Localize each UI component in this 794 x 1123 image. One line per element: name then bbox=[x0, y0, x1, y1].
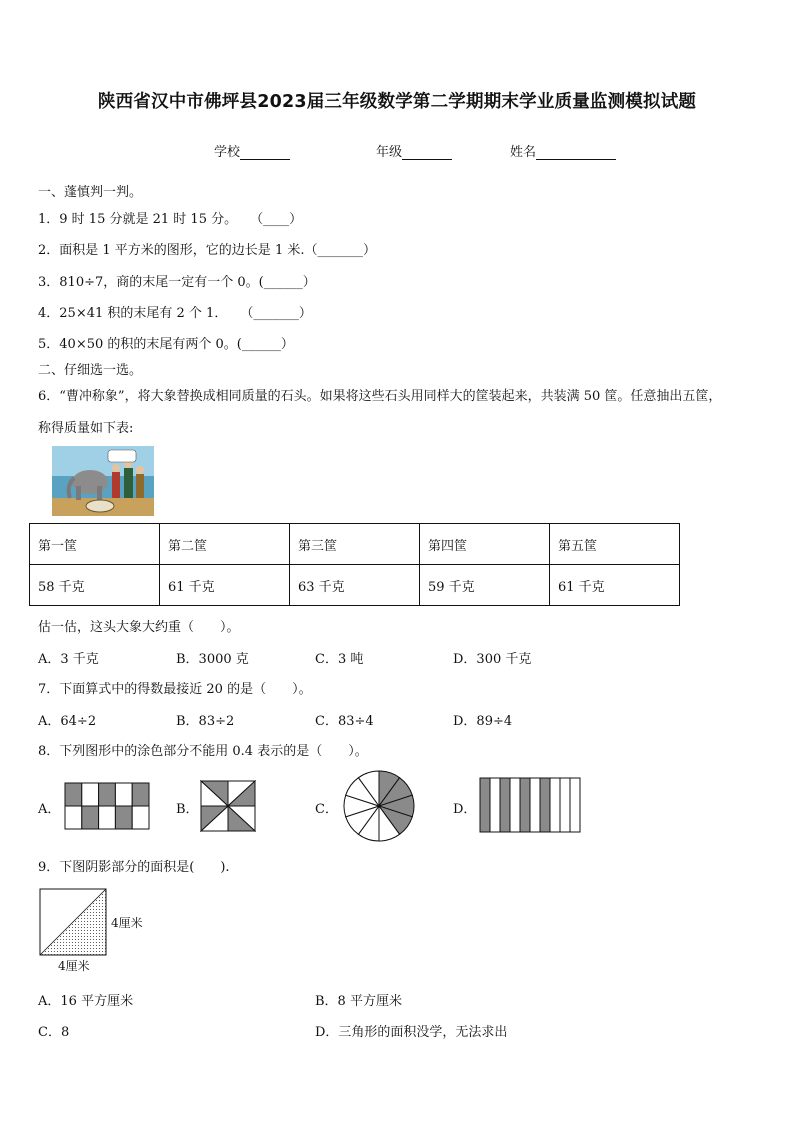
strip bbox=[540, 778, 550, 832]
q8-question: 8．下列图形中的涂色部分不能用 0.4 表示的是（ ）。 bbox=[38, 744, 368, 759]
q9-option-a[interactable]: A．16 平方厘米 bbox=[38, 994, 134, 1009]
q8-figure-c bbox=[342, 770, 416, 842]
grid-cell bbox=[115, 783, 132, 806]
grid-cell bbox=[132, 806, 149, 829]
judge-item-2: 2．面积是 1 平方米的图形，它的边长是 1 米.（_______） bbox=[38, 243, 376, 258]
judge-item-5: 5．40×50 的积的末尾有两个 0。(______） bbox=[38, 337, 294, 352]
strip bbox=[530, 778, 540, 832]
section1-heading: 一、蓬慎判一判。 bbox=[38, 185, 143, 200]
grid-cell bbox=[99, 783, 116, 806]
square-triangles-figure bbox=[201, 781, 255, 831]
grid-cell bbox=[99, 806, 116, 829]
strip bbox=[510, 778, 520, 832]
strip bbox=[550, 778, 560, 832]
q7-option-d[interactable]: D．89÷4 bbox=[453, 714, 513, 729]
strip bbox=[520, 778, 530, 832]
grid-cell bbox=[115, 806, 132, 829]
section2-heading: 二、仔细选一选。 bbox=[38, 363, 143, 378]
strip bbox=[560, 778, 570, 832]
table-header-cell: 第四筐 bbox=[420, 524, 550, 565]
q8-figure-a bbox=[64, 782, 150, 830]
q8-label-b[interactable]: B． bbox=[176, 802, 199, 817]
q9-side-right-label: 4厘米 bbox=[111, 916, 143, 930]
q8-figure-b bbox=[200, 780, 256, 832]
table-cell: 61 千克 bbox=[160, 565, 290, 606]
judge-item-4: 4．25×41 积的末尾有 2 个 1． （_______） bbox=[38, 306, 312, 321]
q8-label-d[interactable]: D． bbox=[453, 802, 477, 817]
q7-option-c[interactable]: C．83÷4 bbox=[315, 714, 374, 729]
school-field bbox=[214, 141, 290, 160]
cao-chong-illustration-label bbox=[52, 446, 53, 447]
table-header-cell: 第三筐 bbox=[290, 524, 420, 565]
table-header-cell: 第二筐 bbox=[160, 524, 290, 565]
school-label: 学校 bbox=[214, 145, 241, 160]
q8-figure-d bbox=[479, 777, 581, 833]
q7-question: 7．下面算式中的得数最接近 20 的是（ ）。 bbox=[38, 682, 312, 697]
judge-item-1: 1．9 时 15 分就是 21 时 15 分。 （____） bbox=[38, 212, 303, 227]
table-cell: 58 千克 bbox=[30, 565, 160, 606]
strip-figure bbox=[480, 778, 580, 832]
grid-cell bbox=[65, 783, 82, 806]
q6-text-line1: 6．“曹冲称象”，将大象替换成相同质量的石头。如果将这些石头用同样大的筐装起来，共装满 50 筐。任意抽出五筐， bbox=[38, 389, 722, 404]
name-blank[interactable] bbox=[536, 145, 616, 160]
strip bbox=[490, 778, 500, 832]
strip bbox=[480, 778, 490, 832]
q6-text-line2: 称得质量如下表: bbox=[38, 421, 134, 436]
q6-option-d[interactable]: D．300 千克 bbox=[453, 652, 532, 667]
grid-cell bbox=[132, 783, 149, 806]
q7-option-b[interactable]: B．83÷2 bbox=[176, 714, 235, 729]
grade-blank[interactable] bbox=[402, 145, 452, 160]
weight-table bbox=[29, 523, 680, 606]
q6-option-a[interactable]: A．3 千克 bbox=[38, 652, 99, 667]
q8-label-a[interactable]: A． bbox=[38, 802, 61, 817]
grid-cell bbox=[65, 806, 82, 829]
cao-chong-illustration bbox=[52, 446, 154, 516]
strip bbox=[570, 778, 580, 832]
q9-option-b[interactable]: B．8 平方厘米 bbox=[315, 994, 402, 1009]
circle-sectors-figure bbox=[344, 771, 414, 841]
q9-question: 9．下图阴影部分的面积是( ). bbox=[38, 860, 230, 875]
table-cell: 61 千克 bbox=[550, 565, 680, 606]
q9-square-figure bbox=[38, 887, 108, 957]
page-title: 陕西省汉中市佛坪县2023届三年级数学第二学期期末学业质量监测模拟试题 bbox=[97, 92, 697, 112]
table-row bbox=[30, 565, 680, 606]
q7-option-a[interactable]: A．64÷2 bbox=[38, 714, 97, 729]
grid-cell bbox=[82, 783, 99, 806]
q9-option-c[interactable]: C．8 bbox=[38, 1025, 70, 1040]
table-row bbox=[30, 524, 680, 565]
q6-option-c[interactable]: C．3 吨 bbox=[315, 652, 364, 667]
grid-cell bbox=[82, 806, 99, 829]
school-blank[interactable] bbox=[240, 145, 290, 160]
grade-label: 年级 bbox=[376, 145, 403, 160]
q8-label-c[interactable]: C． bbox=[315, 802, 338, 817]
q6-question: 估一估，这头大象大约重（ ）。 bbox=[38, 620, 240, 635]
q9-option-d[interactable]: D．三角形的面积没学，无法求出 bbox=[315, 1025, 508, 1040]
grade-field bbox=[376, 141, 452, 160]
grid-figure bbox=[65, 783, 149, 829]
table-header-cell: 第五筐 bbox=[550, 524, 680, 565]
name-label: 姓名 bbox=[510, 145, 537, 160]
name-field bbox=[510, 141, 616, 160]
q6-option-b[interactable]: B．3000 克 bbox=[176, 652, 249, 667]
judge-item-3: 3．810÷7，商的末尾一定有一个 0。(______） bbox=[38, 275, 316, 290]
table-cell: 59 千克 bbox=[420, 565, 550, 606]
strip bbox=[500, 778, 510, 832]
q9-side-bottom-label: 4厘米 bbox=[58, 959, 90, 973]
table-cell: 63 千克 bbox=[290, 565, 420, 606]
table-header-cell: 第一筐 bbox=[30, 524, 160, 565]
